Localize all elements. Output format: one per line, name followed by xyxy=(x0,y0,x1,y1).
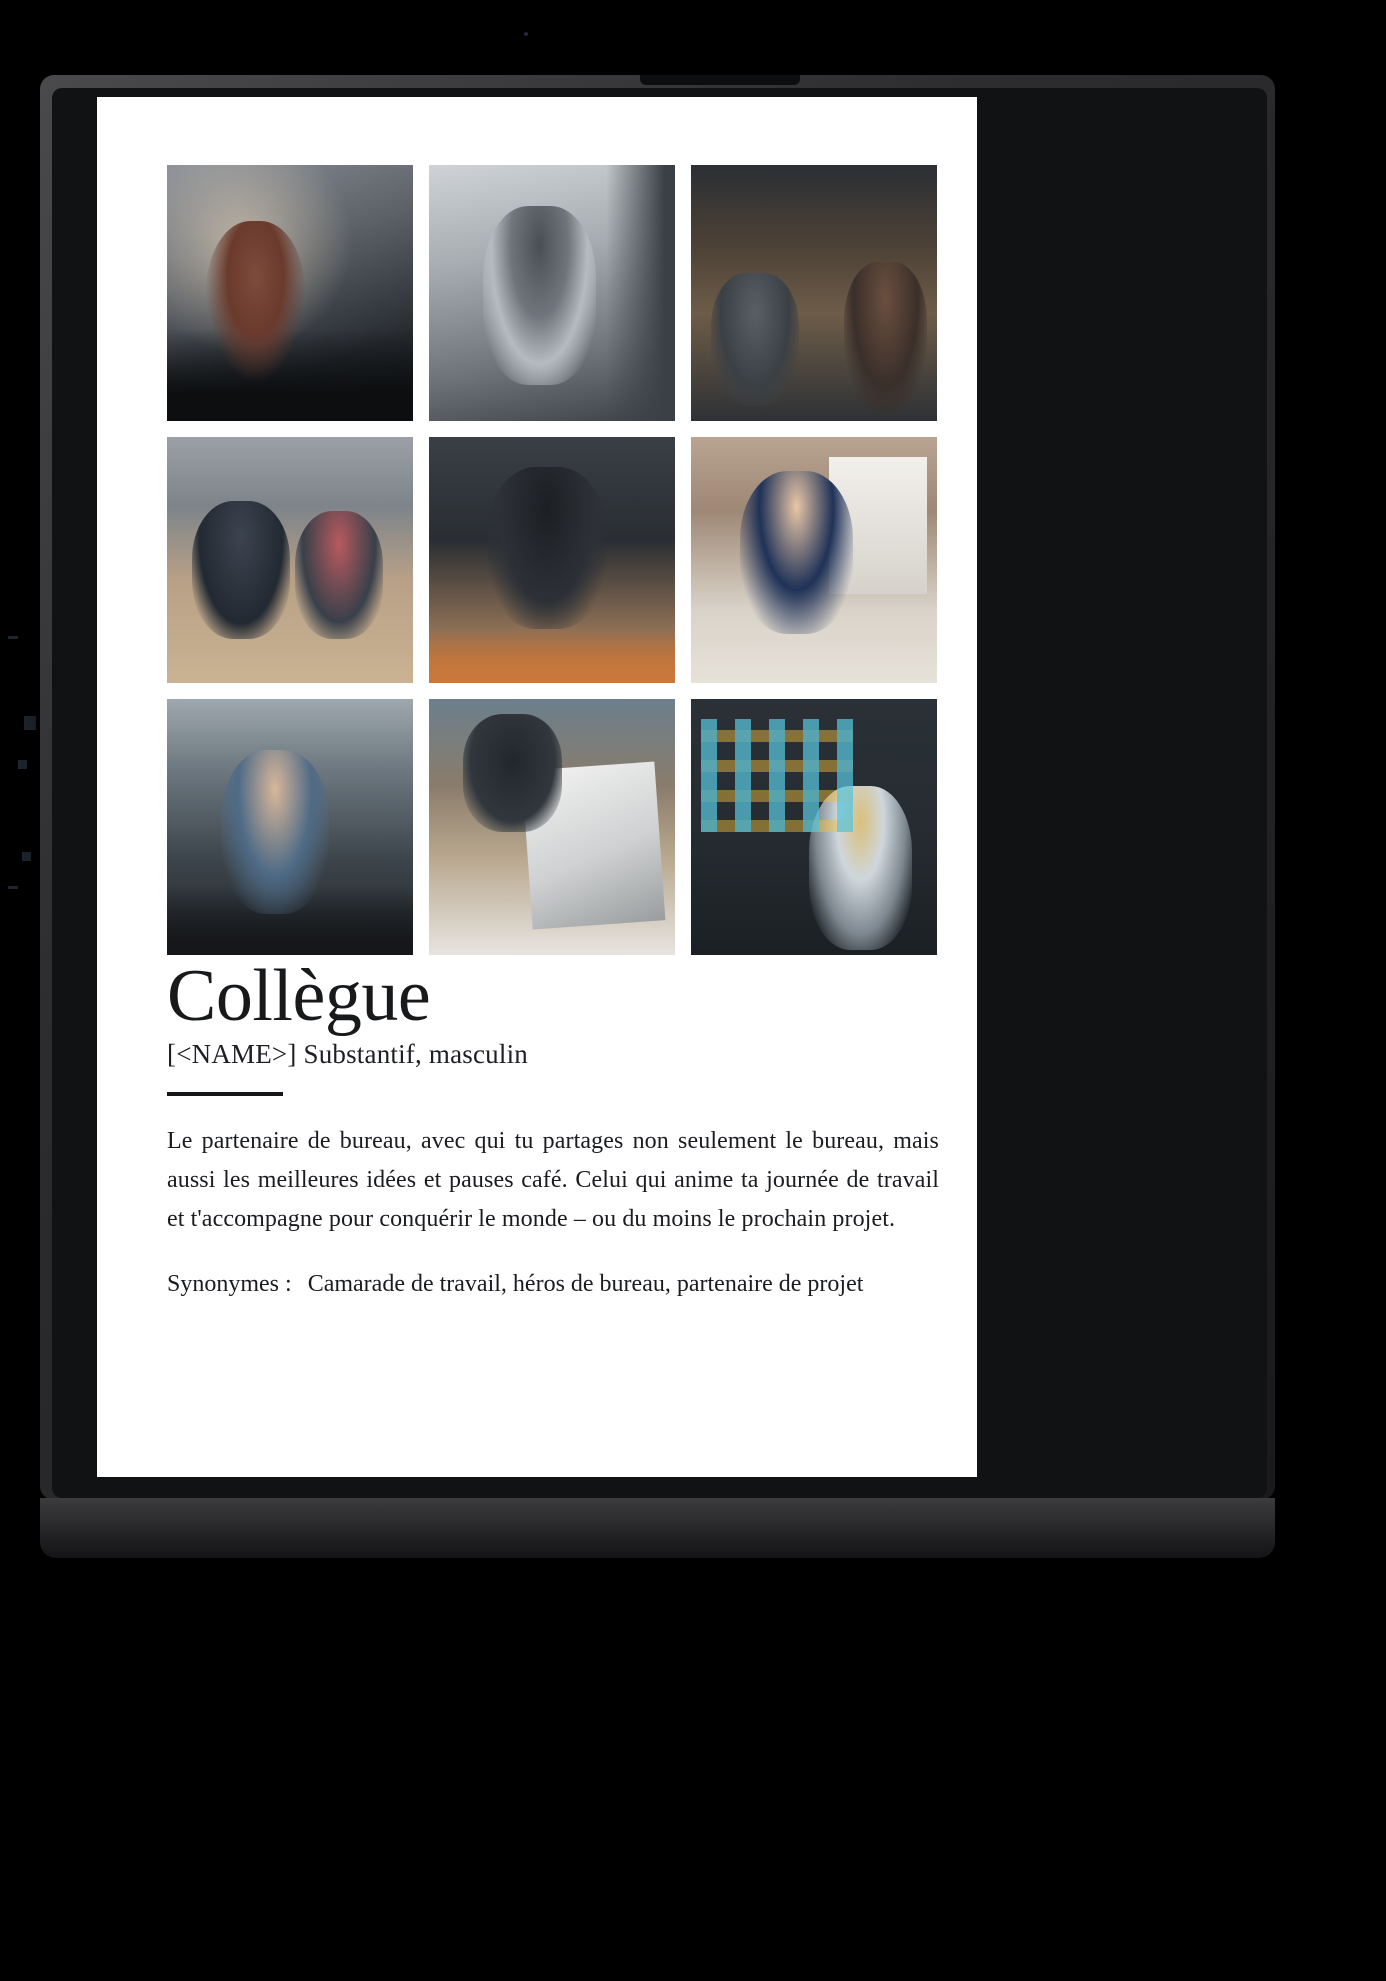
title-divider xyxy=(167,1092,283,1096)
edge-artifact-5 xyxy=(8,886,18,889)
poster-page xyxy=(97,97,977,1477)
office-worker-photo-8 xyxy=(429,699,675,955)
photo-tile-7 xyxy=(167,699,413,955)
office-worker-photo-3 xyxy=(691,165,937,421)
top-artifact-dot xyxy=(524,32,528,36)
definition-text: Le partenaire de bureau, avec qui tu partages non seulement le bureau, mais aussi les meilleures idées et pauses café. Celui qui anime ta journée de travail et t'accompagne pour conquérir le monde – ou du moins le prochain projet. xyxy=(167,1128,939,1232)
photo-grid xyxy=(167,165,939,955)
page-subtitle: [<NAME>] Substantif, masculin xyxy=(167,1039,528,1069)
edge-artifact-1 xyxy=(8,636,18,639)
edge-artifact-2 xyxy=(24,716,36,730)
office-worker-photo-1 xyxy=(167,165,413,421)
office-worker-photo-9 xyxy=(691,699,937,955)
photo-tile-2 xyxy=(429,165,675,421)
photo-tile-5 xyxy=(429,437,675,683)
photo-tile-9 xyxy=(691,699,937,955)
office-worker-photo-2 xyxy=(429,165,675,421)
photo-tile-4 xyxy=(167,437,413,683)
device-base xyxy=(40,1498,1275,1558)
photo-tile-6 xyxy=(691,437,937,683)
poster-text-block xyxy=(167,955,939,1304)
office-worker-photo-4 xyxy=(167,437,413,683)
office-worker-photo-7 xyxy=(167,699,413,955)
office-worker-photo-5 xyxy=(429,437,675,683)
device-notch xyxy=(640,75,800,85)
edge-artifact-4 xyxy=(22,852,31,861)
synonyms-values: Camarade de travail, héros de bureau, partenaire de projet xyxy=(307,1270,864,1297)
office-worker-photo-6 xyxy=(691,437,937,683)
photo-tile-8 xyxy=(429,699,675,955)
edge-artifact-3 xyxy=(18,760,27,769)
page-title: Collègue xyxy=(167,955,431,1037)
synonyms-label: Synonymes : xyxy=(167,1270,292,1297)
synonyms-row xyxy=(167,1265,939,1304)
photo-tile-1 xyxy=(167,165,413,421)
photo-tile-3 xyxy=(691,165,937,421)
